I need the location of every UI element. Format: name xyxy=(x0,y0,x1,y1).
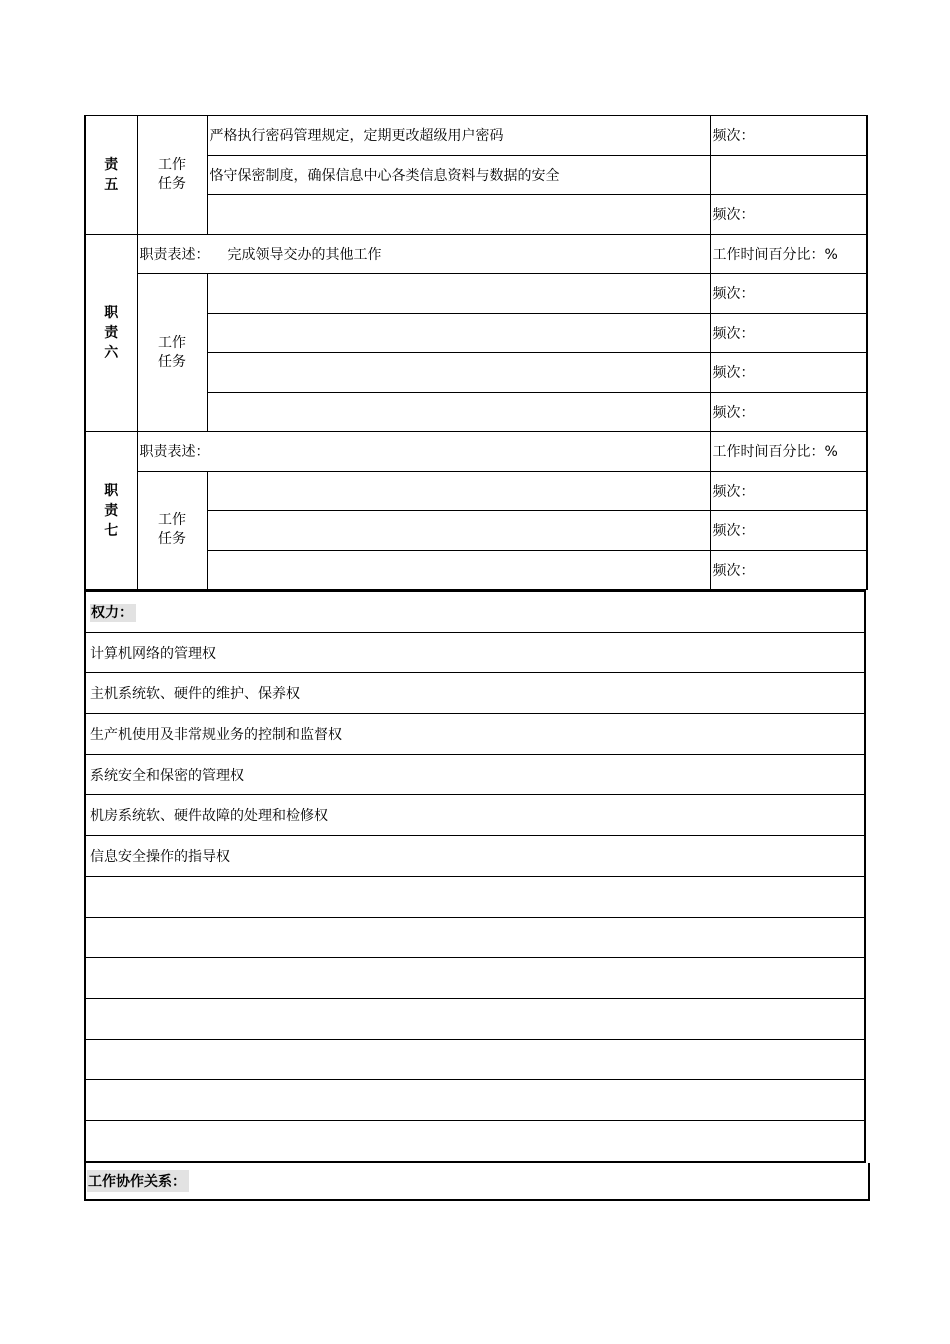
duty7-desc-label: 职责表述： xyxy=(139,444,210,461)
duty6-task-2 xyxy=(207,313,710,353)
duty5-section-text: 责五 xyxy=(104,156,119,193)
duty6-section-label xyxy=(85,234,137,432)
duty5-subsection-label xyxy=(137,116,207,235)
duty7-section-text: 职责七 xyxy=(104,482,119,539)
duty6-row-1 xyxy=(85,274,867,314)
power-item: 生产机使用及非常规业务的控制和监督权 xyxy=(85,714,865,755)
duty7-desc-row xyxy=(85,432,867,472)
power-item xyxy=(85,1039,865,1080)
power-item-row xyxy=(85,958,865,999)
power-item-row xyxy=(85,673,865,714)
power-item-row xyxy=(85,795,865,836)
duty5-freq-1: 频次： xyxy=(710,116,867,156)
duty5-task-3 xyxy=(207,195,710,235)
duty5-row-1 xyxy=(85,116,867,156)
duty6-desc-row xyxy=(85,234,867,274)
duty6-desc-label: 职责表述： xyxy=(139,246,210,263)
duty7-task-1 xyxy=(207,471,710,511)
power-item xyxy=(85,998,865,1039)
power-item-row xyxy=(85,1120,865,1161)
duty7-freq-1: 频次： xyxy=(710,471,867,511)
collaboration-section xyxy=(84,1163,870,1201)
duty7-subsection-label xyxy=(137,471,207,590)
power-item: 系统安全和保密的管理权 xyxy=(85,754,865,795)
power-item xyxy=(85,917,865,958)
duty6-description xyxy=(137,234,710,274)
duty7-task-2 xyxy=(207,511,710,551)
duty6-section-text: 职责六 xyxy=(104,304,119,361)
power-item-row xyxy=(85,998,865,1039)
power-item: 计算机网络的管理权 xyxy=(85,632,865,673)
duty7-section-label xyxy=(85,432,137,590)
duty5-task-1: 严格执行密码管理规定，定期更改超级用户密码 xyxy=(207,116,710,156)
power-item-row xyxy=(85,876,865,917)
duty6-freq-2: 频次： xyxy=(710,313,867,353)
duty7-time-percent: 工作时间百分比：% xyxy=(710,432,867,472)
duty5-freq-2 xyxy=(710,155,867,195)
power-item-row xyxy=(85,754,865,795)
duty5-subsection-text: 工作任务 xyxy=(158,156,186,192)
duty5-task-2: 恪守保密制度，确保信息中心各类信息资料与数据的安全 xyxy=(207,155,710,195)
power-item-row xyxy=(85,1039,865,1080)
power-item-row xyxy=(85,714,865,755)
job-description-sheet xyxy=(84,115,866,1201)
duty6-task-4 xyxy=(207,392,710,432)
power-item-row xyxy=(85,917,865,958)
powers-header-cell xyxy=(85,591,865,632)
power-item xyxy=(85,958,865,999)
powers-header-row xyxy=(85,591,865,632)
power-item-row xyxy=(85,836,865,877)
duty7-subsection-text: 工作任务 xyxy=(158,512,186,548)
duty6-time-percent: 工作时间百分比：% xyxy=(710,234,867,274)
duty6-desc-text: 完成领导交办的其他工作 xyxy=(227,246,382,263)
power-item xyxy=(85,1120,865,1161)
duty6-freq-3: 频次： xyxy=(710,353,867,393)
power-item-row xyxy=(85,1080,865,1121)
duty7-description xyxy=(137,432,710,472)
duty6-task-3 xyxy=(207,353,710,393)
power-item-row xyxy=(85,632,865,673)
duty6-task-1 xyxy=(207,274,710,314)
duty7-freq-3: 频次： xyxy=(710,550,867,590)
duty5-freq-3: 频次： xyxy=(710,195,867,235)
powers-table xyxy=(84,590,866,1163)
duty7-row-1 xyxy=(85,471,867,511)
duty7-freq-2: 频次： xyxy=(710,511,867,551)
duty7-task-3 xyxy=(207,550,710,590)
duty6-freq-1: 频次： xyxy=(710,274,867,314)
power-item xyxy=(85,1080,865,1121)
power-item: 机房系统软、硬件故障的处理和检修权 xyxy=(85,795,865,836)
duty5-section-label xyxy=(85,116,137,235)
power-item: 信息安全操作的指导权 xyxy=(85,836,865,877)
duties-table xyxy=(84,115,868,590)
duty6-subsection-text: 工作任务 xyxy=(158,334,186,370)
duty6-subsection-label xyxy=(137,274,207,432)
collaboration-header: 工作协作关系： xyxy=(87,1170,189,1192)
power-item xyxy=(85,876,865,917)
duty6-freq-4: 频次： xyxy=(710,392,867,432)
power-item: 主机系统软、硬件的维护、保养权 xyxy=(85,673,865,714)
powers-header: 权力： xyxy=(90,604,136,622)
